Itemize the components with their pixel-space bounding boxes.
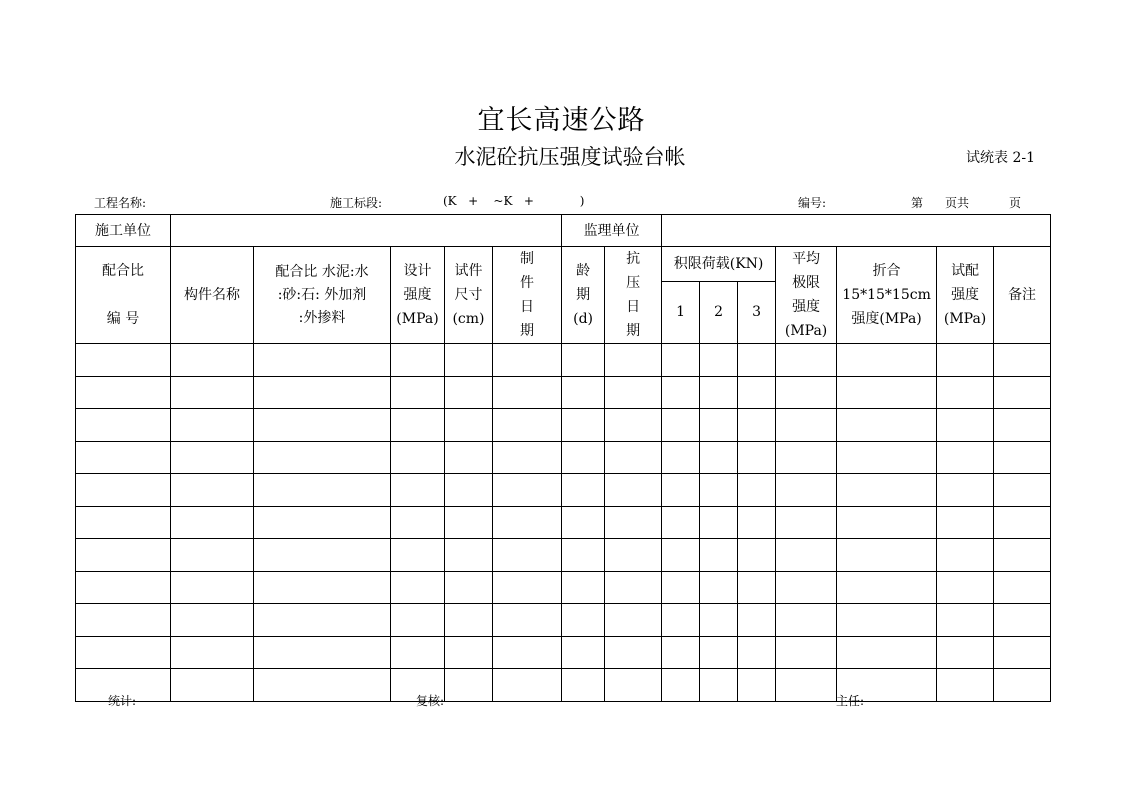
header-design-strength: 设计 强度 (MPa) bbox=[391, 247, 445, 344]
table-cell[interactable] bbox=[700, 441, 738, 474]
table-row bbox=[76, 376, 1051, 409]
table-cell[interactable] bbox=[700, 636, 738, 669]
table-cell[interactable] bbox=[605, 344, 662, 377]
table-row bbox=[76, 344, 1051, 377]
project-name-label: 工程名称: bbox=[94, 196, 147, 210]
table-cell[interactable] bbox=[662, 376, 700, 409]
table-cell[interactable] bbox=[254, 636, 391, 669]
table-cell[interactable] bbox=[837, 441, 937, 474]
table-cell[interactable] bbox=[837, 604, 937, 637]
table-cell[interactable] bbox=[562, 669, 605, 702]
table-cell[interactable] bbox=[493, 636, 562, 669]
table-cell[interactable] bbox=[605, 571, 662, 604]
table-row bbox=[76, 506, 1051, 539]
table-cell[interactable] bbox=[445, 409, 493, 442]
table-cell[interactable] bbox=[493, 344, 562, 377]
table-cell[interactable] bbox=[445, 441, 493, 474]
table-cell[interactable] bbox=[662, 344, 700, 377]
table-row bbox=[76, 409, 1051, 442]
table-row bbox=[76, 474, 1051, 507]
table-cell[interactable] bbox=[171, 636, 254, 669]
table-cell[interactable] bbox=[562, 539, 605, 572]
table-cell[interactable] bbox=[391, 409, 445, 442]
table-cell[interactable] bbox=[937, 506, 994, 539]
table-cell[interactable] bbox=[391, 376, 445, 409]
table-cell[interactable] bbox=[776, 571, 837, 604]
table-cell[interactable] bbox=[493, 474, 562, 507]
table-cell[interactable] bbox=[937, 604, 994, 637]
table-row bbox=[76, 539, 1051, 572]
table-cell[interactable] bbox=[562, 571, 605, 604]
table-cell[interactable] bbox=[391, 441, 445, 474]
table-cell[interactable] bbox=[776, 506, 837, 539]
table-cell[interactable] bbox=[837, 376, 937, 409]
table-cell[interactable] bbox=[171, 539, 254, 572]
table-cell[interactable] bbox=[994, 669, 1051, 702]
table-cell[interactable] bbox=[171, 571, 254, 604]
table-cell[interactable] bbox=[445, 636, 493, 669]
table-cell[interactable] bbox=[738, 344, 776, 377]
table-cell[interactable] bbox=[937, 474, 994, 507]
table-cell[interactable] bbox=[605, 604, 662, 637]
header-casting-date: 制 件 日 期 bbox=[493, 247, 562, 344]
section-label: 施工标段: bbox=[330, 196, 383, 210]
construction-unit-value[interactable] bbox=[171, 215, 562, 247]
table-cell[interactable] bbox=[994, 344, 1051, 377]
page-first: 第 bbox=[911, 196, 924, 210]
table-cell[interactable] bbox=[605, 409, 662, 442]
header-specimen-size: 试件 尺寸 (cm) bbox=[445, 247, 493, 344]
table-cell[interactable] bbox=[605, 474, 662, 507]
table-cell[interactable] bbox=[994, 474, 1051, 507]
table-cell[interactable] bbox=[700, 344, 738, 377]
table-cell[interactable] bbox=[171, 604, 254, 637]
table-cell[interactable] bbox=[738, 571, 776, 604]
table-row bbox=[76, 571, 1051, 604]
table-cell[interactable] bbox=[662, 474, 700, 507]
table-cell[interactable] bbox=[937, 376, 994, 409]
table-cell[interactable] bbox=[994, 539, 1051, 572]
table-cell[interactable] bbox=[76, 344, 171, 377]
header-avg-strength: 平均 极限 强度 (MPa) bbox=[776, 247, 837, 344]
table-cell[interactable] bbox=[562, 376, 605, 409]
table-cell[interactable] bbox=[445, 669, 493, 702]
table-cell[interactable] bbox=[937, 539, 994, 572]
table-cell[interactable] bbox=[662, 571, 700, 604]
table-cell[interactable] bbox=[76, 571, 171, 604]
table-cell[interactable] bbox=[776, 604, 837, 637]
table-cell[interactable] bbox=[493, 506, 562, 539]
header-remarks: 备注 bbox=[994, 247, 1051, 344]
table-cell[interactable] bbox=[254, 441, 391, 474]
review-label: 复核: bbox=[416, 694, 445, 708]
document-title: 宜长高速公路 bbox=[477, 105, 646, 136]
table-cell[interactable] bbox=[837, 571, 937, 604]
supervision-unit-value[interactable] bbox=[662, 215, 1051, 247]
table-cell[interactable] bbox=[776, 669, 837, 702]
table-cell[interactable] bbox=[445, 604, 493, 637]
table-cell[interactable] bbox=[171, 441, 254, 474]
table-cell[interactable] bbox=[937, 571, 994, 604]
header-member-name: 构件名称 bbox=[171, 247, 254, 344]
statistics-label: 统计: bbox=[108, 694, 137, 708]
table-cell[interactable] bbox=[391, 539, 445, 572]
header-row-1 bbox=[76, 247, 1051, 282]
table-cell[interactable] bbox=[76, 409, 171, 442]
header-converted-strength: 折合 15*15*15cm 强度(MPa) bbox=[837, 247, 937, 344]
table-cell[interactable] bbox=[994, 571, 1051, 604]
table-cell[interactable] bbox=[605, 441, 662, 474]
table-cell[interactable] bbox=[776, 376, 837, 409]
table-cell[interactable] bbox=[937, 636, 994, 669]
table-cell[interactable] bbox=[76, 376, 171, 409]
table-cell[interactable] bbox=[391, 604, 445, 637]
table-cell[interactable] bbox=[562, 604, 605, 637]
table-cell[interactable] bbox=[76, 604, 171, 637]
table-cell[interactable] bbox=[254, 474, 391, 507]
table-cell[interactable] bbox=[937, 669, 994, 702]
table-cell[interactable] bbox=[700, 669, 738, 702]
table-cell[interactable] bbox=[662, 604, 700, 637]
header-ultimate-load: 积限荷载(KN) bbox=[662, 247, 776, 282]
table-cell[interactable] bbox=[662, 636, 700, 669]
table-cell[interactable] bbox=[837, 344, 937, 377]
table-cell[interactable] bbox=[493, 376, 562, 409]
table-cell[interactable] bbox=[445, 506, 493, 539]
table-cell[interactable] bbox=[994, 636, 1051, 669]
number-label: 编号: bbox=[798, 196, 827, 210]
table-cell[interactable] bbox=[391, 636, 445, 669]
table-cell[interactable] bbox=[700, 571, 738, 604]
ledger-body bbox=[76, 344, 1051, 702]
table-cell[interactable] bbox=[76, 636, 171, 669]
table-cell[interactable] bbox=[738, 376, 776, 409]
header-trial-strength: 试配 强度 (MPa) bbox=[937, 247, 994, 344]
table-cell[interactable] bbox=[837, 506, 937, 539]
table-cell[interactable] bbox=[776, 441, 837, 474]
table-cell[interactable] bbox=[700, 376, 738, 409]
supervision-unit-label: 监理单位 bbox=[562, 215, 662, 247]
table-cell[interactable] bbox=[994, 604, 1051, 637]
page-end: 页 bbox=[1009, 196, 1022, 210]
table-cell[interactable] bbox=[738, 539, 776, 572]
table-cell[interactable] bbox=[171, 474, 254, 507]
construction-unit-label: 施工单位 bbox=[76, 215, 171, 247]
table-row bbox=[76, 669, 1051, 702]
table-cell[interactable] bbox=[662, 506, 700, 539]
unit-row bbox=[76, 215, 1051, 247]
table-cell[interactable] bbox=[738, 669, 776, 702]
section-range: (K + ~K + ) bbox=[443, 194, 585, 208]
table-cell[interactable] bbox=[76, 506, 171, 539]
table-cell[interactable] bbox=[562, 344, 605, 377]
table-cell[interactable] bbox=[738, 604, 776, 637]
table-cell[interactable] bbox=[493, 669, 562, 702]
table-cell[interactable] bbox=[700, 474, 738, 507]
table-cell[interactable] bbox=[445, 474, 493, 507]
table-cell[interactable] bbox=[562, 636, 605, 669]
ledger-table bbox=[75, 214, 1051, 702]
table-cell[interactable] bbox=[937, 409, 994, 442]
table-cell[interactable] bbox=[776, 636, 837, 669]
table-cell[interactable] bbox=[391, 571, 445, 604]
table-cell[interactable] bbox=[391, 344, 445, 377]
table-cell[interactable] bbox=[391, 506, 445, 539]
table-cell[interactable] bbox=[662, 441, 700, 474]
table-cell[interactable] bbox=[700, 506, 738, 539]
table-cell[interactable] bbox=[605, 636, 662, 669]
table-cell[interactable] bbox=[837, 636, 937, 669]
table-cell[interactable] bbox=[254, 376, 391, 409]
table-cell[interactable] bbox=[605, 506, 662, 539]
table-cell[interactable] bbox=[254, 506, 391, 539]
table-cell[interactable] bbox=[738, 636, 776, 669]
table-row bbox=[76, 604, 1051, 637]
table-cell[interactable] bbox=[562, 506, 605, 539]
table-cell[interactable] bbox=[700, 604, 738, 637]
table-cell[interactable] bbox=[76, 539, 171, 572]
table-cell[interactable] bbox=[837, 539, 937, 572]
header-test-date: 抗 压 日 期 bbox=[605, 247, 662, 344]
table-cell[interactable] bbox=[445, 539, 493, 572]
table-cell[interactable] bbox=[445, 571, 493, 604]
table-cell[interactable] bbox=[837, 409, 937, 442]
table-cell[interactable] bbox=[171, 669, 254, 702]
table-cell[interactable] bbox=[254, 344, 391, 377]
table-cell[interactable] bbox=[937, 441, 994, 474]
table-cell[interactable] bbox=[738, 474, 776, 507]
header-load-2: 2 bbox=[700, 281, 738, 343]
table-cell[interactable] bbox=[171, 376, 254, 409]
table-cell[interactable] bbox=[493, 539, 562, 572]
table-cell[interactable] bbox=[700, 539, 738, 572]
table-cell[interactable] bbox=[776, 474, 837, 507]
table-row bbox=[76, 636, 1051, 669]
header-mix-ratio: 配合比 水泥:水 :砂:石: 外加剂 :外掺料 bbox=[254, 247, 391, 344]
table-cell[interactable] bbox=[493, 409, 562, 442]
table-cell[interactable] bbox=[76, 441, 171, 474]
table-cell[interactable] bbox=[994, 506, 1051, 539]
table-cell[interactable] bbox=[605, 539, 662, 572]
table-cell[interactable] bbox=[254, 669, 391, 702]
table-cell[interactable] bbox=[254, 539, 391, 572]
table-cell[interactable] bbox=[994, 409, 1051, 442]
table-cell[interactable] bbox=[776, 344, 837, 377]
table-cell[interactable] bbox=[776, 539, 837, 572]
header-load-3: 3 bbox=[738, 281, 776, 343]
table-cell[interactable] bbox=[738, 441, 776, 474]
table-cell[interactable] bbox=[776, 409, 837, 442]
table-cell[interactable] bbox=[562, 441, 605, 474]
header-mix-no: 配合比 编 号 bbox=[76, 247, 171, 344]
table-cell[interactable] bbox=[605, 376, 662, 409]
table-cell[interactable] bbox=[700, 409, 738, 442]
table-cell[interactable] bbox=[738, 506, 776, 539]
table-cell[interactable] bbox=[562, 474, 605, 507]
table-cell[interactable] bbox=[994, 441, 1051, 474]
table-cell[interactable] bbox=[738, 409, 776, 442]
table-cell[interactable] bbox=[605, 669, 662, 702]
table-cell[interactable] bbox=[254, 409, 391, 442]
document-subtitle: 水泥砼抗压强度试验台帐 bbox=[454, 145, 686, 169]
table-cell[interactable] bbox=[493, 604, 562, 637]
table-cell[interactable] bbox=[254, 604, 391, 637]
table-cell[interactable] bbox=[662, 409, 700, 442]
header-age: 龄 期 (d) bbox=[562, 247, 605, 344]
form-number: 试统表 2-1 bbox=[966, 150, 1035, 166]
table-cell[interactable] bbox=[562, 409, 605, 442]
table-cell[interactable] bbox=[445, 344, 493, 377]
table-cell[interactable] bbox=[493, 571, 562, 604]
table-cell[interactable] bbox=[493, 441, 562, 474]
table-cell[interactable] bbox=[994, 376, 1051, 409]
table-cell[interactable] bbox=[445, 376, 493, 409]
table-cell[interactable] bbox=[171, 409, 254, 442]
page-total: 页共 bbox=[945, 196, 970, 210]
table-row bbox=[76, 441, 1051, 474]
table-cell[interactable] bbox=[662, 539, 700, 572]
table-cell[interactable] bbox=[171, 344, 254, 377]
supervisor-label: 主任: bbox=[836, 694, 865, 708]
table-cell[interactable] bbox=[937, 344, 994, 377]
header-load-1: 1 bbox=[662, 281, 700, 343]
table-cell[interactable] bbox=[391, 474, 445, 507]
table-cell[interactable] bbox=[662, 669, 700, 702]
table-cell[interactable] bbox=[171, 506, 254, 539]
table-cell[interactable] bbox=[76, 474, 171, 507]
table-cell[interactable] bbox=[837, 474, 937, 507]
table-cell[interactable] bbox=[254, 571, 391, 604]
